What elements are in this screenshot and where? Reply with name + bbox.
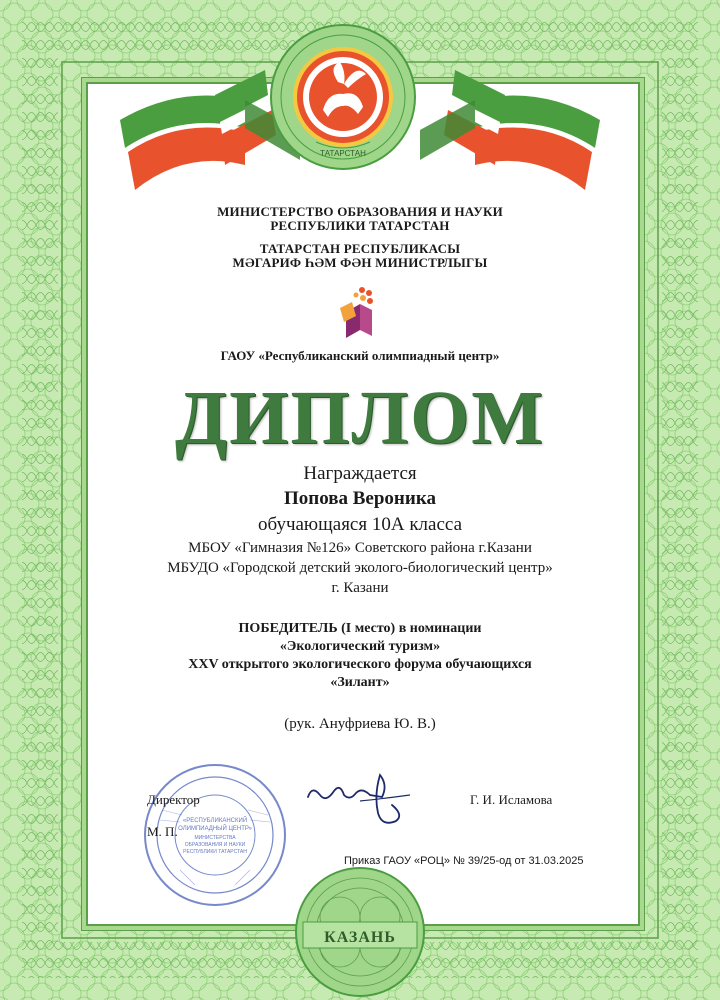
emblem-caption: ТАТАРСТАН bbox=[320, 149, 366, 158]
ministry-name-tatar bbox=[100, 242, 620, 270]
mp-label: М. П. bbox=[147, 824, 178, 839]
result-line3: XXV открытого экологического форума обучающихся bbox=[188, 657, 532, 672]
school-city: г. Казани bbox=[331, 580, 389, 596]
svg-text:МИНИСТЕРСТВА: МИНИСТЕРСТВА bbox=[194, 835, 236, 841]
city-label: КАЗАНЬ bbox=[324, 929, 396, 946]
director-label: Директор bbox=[147, 792, 200, 807]
director-name: Г. И. Исламова bbox=[470, 792, 553, 807]
school-line2: МБУДО «Городской детский эколого-биологический центр» bbox=[167, 560, 553, 576]
svg-text:РЕСПУБЛИКИ ТАТАРСТАН: РЕСПУБЛИКИ ТАТАРСТАН bbox=[183, 849, 247, 855]
olympiad-center-logo-icon bbox=[336, 282, 380, 342]
recipient-grade: обучающаяся 10А класса bbox=[258, 514, 462, 535]
order-reference: Приказ ГАОУ «РОЦ» № 39/25-од от 31.03.2025 bbox=[344, 855, 584, 867]
result-line1: ПОБЕДИТЕЛЬ (I место) в номинации bbox=[238, 621, 482, 636]
ministry-line2: РЕСПУБЛИКИ ТАТАРСТАН bbox=[270, 218, 450, 233]
result-line4: «Зилант» bbox=[330, 675, 390, 690]
ministry-name bbox=[100, 205, 620, 233]
organization-name: ГАОУ «Республиканский олимпиадный центр» bbox=[220, 348, 500, 363]
stamp-center-text: «РЕСПУБЛИКАНСКИЙ bbox=[182, 818, 248, 824]
signature-mark bbox=[300, 765, 420, 835]
school-line1: МБОУ «Гимназия №126» Советского района г.Казани bbox=[188, 540, 532, 556]
svg-text:ОБРАЗОВАНИЯ И НАУКИ: ОБРАЗОВАНИЯ И НАУКИ bbox=[184, 842, 246, 848]
ministry-tt-line1: ТАТАРСТАН РЕСПУБЛИКАСЫ bbox=[259, 241, 461, 256]
svg-text:ОЛИМПИАДНЫЙ ЦЕНТР»: ОЛИМПИАДНЫЙ ЦЕНТР» bbox=[178, 826, 252, 832]
recipient-name: Попова Вероника bbox=[284, 488, 436, 509]
diploma-title: ДИПЛОМ bbox=[175, 376, 545, 460]
ministry-line1: МИНИСТЕРСТВО ОБРАЗОВАНИЯ И НАУКИ bbox=[217, 204, 503, 219]
tatarstan-emblem-icon bbox=[268, 22, 418, 172]
supervisor: (рук. Ануфриева Ю. В.) bbox=[284, 716, 436, 732]
result-line2: «Экологический туризм» bbox=[279, 639, 441, 654]
awarded-text: Награждается bbox=[303, 463, 417, 484]
ministry-tt-line2: МӘГАРИФ ҺӘМ ФӘН МИНИСТРЛЫГЫ bbox=[232, 255, 488, 270]
